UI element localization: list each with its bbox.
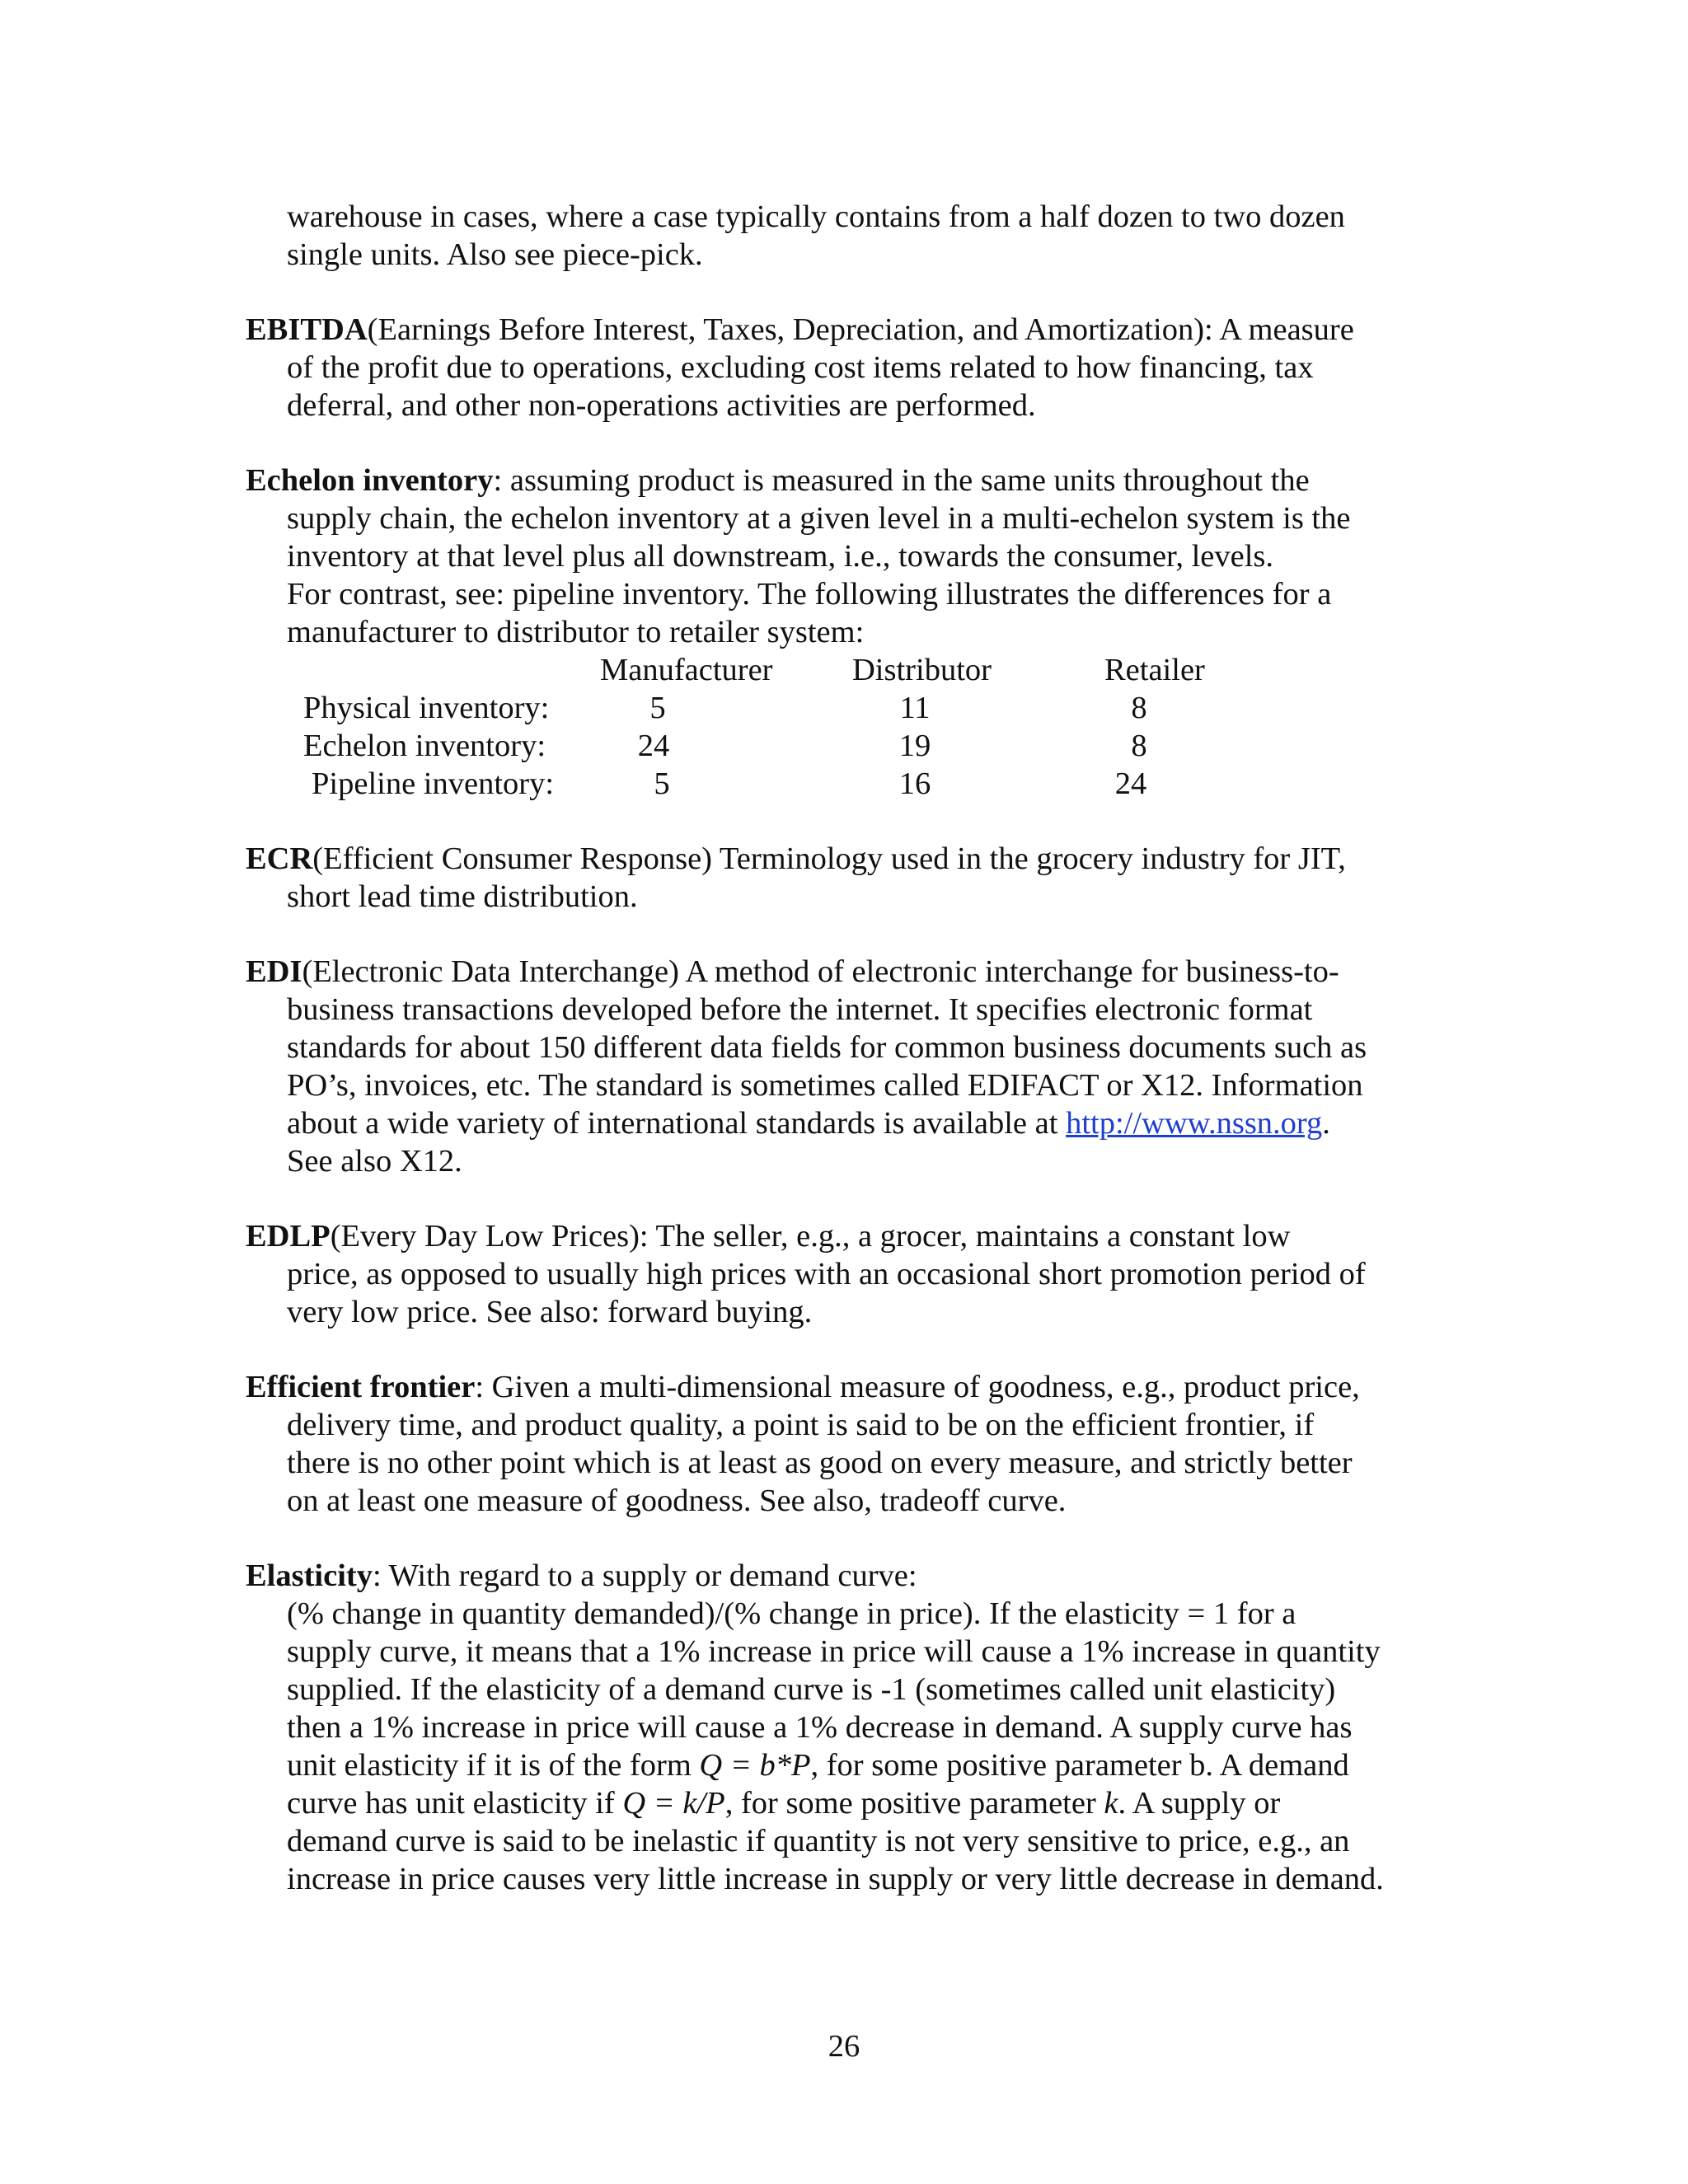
- definition-line: See also X12.: [287, 1144, 462, 1179]
- continuation-line: single units. Also see piece-pick.: [287, 237, 703, 272]
- table-cell: 19: [898, 729, 931, 763]
- definition-line: business transactions developed before the internet. It specifies electronic format: [287, 992, 1313, 1027]
- definition-line: price, as opposed to usually high prices with an occasional short promotion period of: [287, 1257, 1366, 1291]
- definition-line: supply chain, the echelon inventory at a given level in a multi-echelon system is the: [287, 501, 1351, 536]
- table-cell: 24: [637, 729, 670, 763]
- definition-text: , for some positive parameter b. A demand: [810, 1748, 1349, 1783]
- definition-line: [287, 1104, 1330, 1142]
- definition-line: [287, 1746, 1349, 1784]
- definition-text: : Given a multi-dimensional measure of goodness, e.g., product price,: [475, 1370, 1360, 1404]
- table-cell: 8: [1131, 729, 1147, 763]
- definition-line: there is no other point which is at least as good on every measure, and strictly better: [287, 1446, 1353, 1480]
- definition-line: then a 1% increase in price will cause a 1% decrease in demand. A supply curve has: [287, 1710, 1353, 1745]
- definition-line: manufacturer to distributor to retailer system:: [287, 615, 865, 649]
- definition-line: supplied. If the elasticity of a demand curve is -1 (sometimes called unit elasticity): [287, 1672, 1336, 1707]
- definition-text: unit elasticity if it is of the form: [287, 1748, 700, 1783]
- table-cell: 8: [1131, 691, 1147, 725]
- definition-line: standards for about 150 different data fields for common business documents such as: [287, 1030, 1367, 1065]
- definition-line: very low price. See also: forward buying.: [287, 1295, 813, 1329]
- definition-line: inventory at that level plus all downstream, i.e., towards the consumer, levels.: [287, 539, 1273, 574]
- definition-text: : assuming product is measured in the same units throughout the: [493, 463, 1310, 498]
- definition-text: .: [1322, 1106, 1330, 1141]
- definition-line: (% change in quantity demanded)/(% change in price). If the elasticity = 1 for a: [287, 1596, 1296, 1631]
- definition-line: supply curve, it means that a 1% increase in price will cause a 1% increase in quantity: [287, 1634, 1381, 1669]
- definition-text: , for some positive parameter: [724, 1786, 1104, 1821]
- definition-text: (Every Day Low Prices): The seller, e.g., a grocer, maintains a constant low: [330, 1219, 1291, 1254]
- term-ecr: ECR: [246, 841, 313, 876]
- definition-text: : With regard to a supply or demand curve:: [372, 1558, 917, 1593]
- entry-edi-heading: [246, 953, 1339, 991]
- parameter-k: k: [1104, 1786, 1118, 1821]
- table-cell: 11: [899, 691, 931, 725]
- table-header-manufacturer: Manufacturer: [600, 653, 773, 687]
- table-cell: 24: [1114, 766, 1147, 801]
- term-echelon-inventory: Echelon inventory: [246, 463, 494, 498]
- definition-line: [287, 1784, 1280, 1822]
- term-elasticity: Elasticity: [246, 1558, 373, 1593]
- definition-line: short lead time distribution.: [287, 879, 638, 914]
- supply-formula: Q = b*P: [699, 1748, 811, 1783]
- continuation-line: warehouse in cases, where a case typically contains from a half dozen to two dozen: [287, 199, 1345, 234]
- table-row-label: Echelon inventory:: [303, 729, 546, 763]
- entry-efficient-frontier-heading: [246, 1368, 1360, 1406]
- definition-text: curve has unit elasticity if: [287, 1786, 623, 1821]
- term-edlp: EDLP: [246, 1219, 331, 1254]
- definition-line: PO’s, invoices, etc. The standard is sometimes called EDIFACT or X12. Information: [287, 1068, 1363, 1103]
- entry-ebitda-heading: [246, 311, 1354, 349]
- definition-text: . A supply or: [1118, 1786, 1281, 1821]
- entry-elasticity-heading: [246, 1557, 917, 1595]
- term-edi: EDI: [246, 954, 302, 989]
- definition-text: (Earnings Before Interest, Taxes, Depreciation, and Amortization): A measure: [367, 312, 1354, 347]
- entry-ecr-heading: [246, 840, 1346, 878]
- definition-line: of the profit due to operations, excluding cost items related to how financing, tax: [287, 350, 1314, 385]
- definition-line: demand curve is said to be inelastic if quantity is not very sensitive to price, e.g., an: [287, 1824, 1350, 1858]
- table-row-label: Pipeline inventory:: [312, 766, 555, 801]
- definition-line: For contrast, see: pipeline inventory. The following illustrates the differences for a: [287, 577, 1332, 612]
- table-cell: 5: [649, 691, 666, 725]
- nssn-link[interactable]: http://www.nssn.org: [1066, 1106, 1323, 1141]
- table-cell: 5: [654, 766, 670, 801]
- demand-formula: Q = k/P: [622, 1786, 725, 1821]
- definition-line: delivery time, and product quality, a point is said to be on the efficient frontier, if: [287, 1408, 1315, 1442]
- term-ebitda: EBITDA: [246, 312, 368, 347]
- definition-line: deferral, and other non-operations activities are performed.: [287, 388, 1036, 423]
- table-header-retailer: Retailer: [1104, 653, 1205, 687]
- term-efficient-frontier: Efficient frontier: [246, 1370, 476, 1404]
- definition-text: about a wide variety of international standards is available at: [287, 1106, 1067, 1141]
- table-cell: 16: [898, 766, 931, 801]
- page-number: 26: [828, 2029, 860, 2064]
- table-header-distributor: Distributor: [852, 653, 992, 687]
- definition-text: (Efficient Consumer Response) Terminology used in the grocery industry for JIT,: [312, 841, 1346, 876]
- definition-line: on at least one measure of goodness. See also, tradeoff curve.: [287, 1483, 1067, 1518]
- definition-line: increase in price causes very little increase in supply or very little decrease in demand.: [287, 1862, 1384, 1896]
- entry-echelon-heading: [246, 462, 1310, 499]
- table-row-label: Physical inventory:: [303, 691, 550, 725]
- entry-edlp-heading: [246, 1217, 1290, 1255]
- definition-text: (Electronic Data Interchange) A method of electronic interchange for business-to-: [302, 954, 1339, 989]
